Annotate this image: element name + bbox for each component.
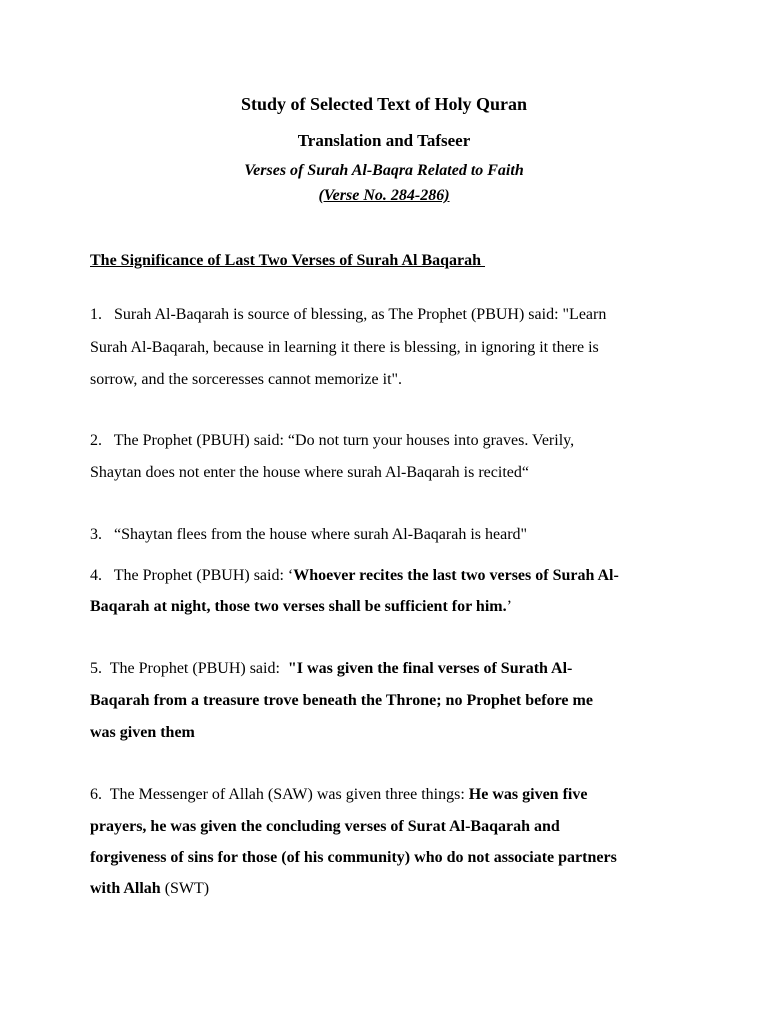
point-6-line-3 [90, 849, 617, 867]
point-1-line-1: 1. Surah Al-Baqarah is source of blessing, as The Prophet (PBUH) said: "Learn [90, 306, 607, 323]
point-5-intro: 5. The Prophet (PBUH) said: [90, 660, 288, 677]
point-4-intro: 4. The Prophet (PBUH) said: ‘ [90, 567, 294, 584]
point-1-line-3: sorrow, and the sorceresses cannot memorize it". [90, 371, 403, 388]
point-6-bold-line-2: prayers, he was given the concluding verses of Surat Al-Baqarah and [90, 818, 560, 835]
point-1-line-2: Surah Al-Baqarah, because in learning it there is blessing, in ignoring it there is [90, 339, 599, 356]
point-2-line-2: Shaytan does not enter the house where surah Al-Baqarah is recited“ [90, 464, 529, 481]
document-title: Study of Selected Text of Holy Quran [240, 94, 527, 114]
point-5-quote-end: was given them [90, 724, 195, 741]
point-6-bold-start: He was given five [468, 786, 588, 803]
point-4-quote-start: Whoever recites the last two verses of Surah Al- [293, 567, 619, 584]
verse-range: (Verse No. 284-286) [318, 187, 450, 204]
point-6-line-1 [90, 786, 587, 804]
point-5-line-3 [90, 724, 195, 742]
point-6-intro: 6. The Messenger of Allah (SAW) was given three things: [90, 786, 469, 803]
point-5-line-2 [90, 692, 593, 710]
surah-line: Verses of Surah Al-Baqra Related to Faith [244, 162, 524, 179]
document-subtitle: Translation and Tafseer [297, 131, 471, 150]
point-6-bold-line-4: with Allah [90, 880, 161, 897]
point-6-bold-line-3: forgiveness of sins for those (of his community) who do not associate partners [90, 849, 617, 866]
point-4-line-1 [90, 567, 619, 585]
point-6-closing: (SWT) [160, 880, 210, 897]
point-4-line-2 [90, 598, 512, 616]
section-heading: The Significance of Last Two Verses of Surah Al Baqarah [90, 252, 486, 269]
point-5-line-1 [90, 660, 572, 678]
point-6-line-2 [90, 818, 560, 836]
point-4-close-quote: ’ [506, 598, 512, 615]
point-6-line-4 [90, 880, 209, 898]
point-5-quote-middle: Baqarah from a treasure trove beneath the Throne; no Prophet before me [90, 692, 593, 709]
point-5-quote-start: "I was given the final verses of Surath Al- [287, 660, 573, 677]
point-3-line-1: 3. “Shaytan flees from the house where surah Al-Baqarah is heard" [90, 526, 528, 543]
point-4-quote-end: Baqarah at night, those two verses shall be sufficient for him. [90, 598, 507, 615]
point-2-line-1: 2. The Prophet (PBUH) said: “Do not turn your houses into graves. Verily, [90, 432, 575, 449]
